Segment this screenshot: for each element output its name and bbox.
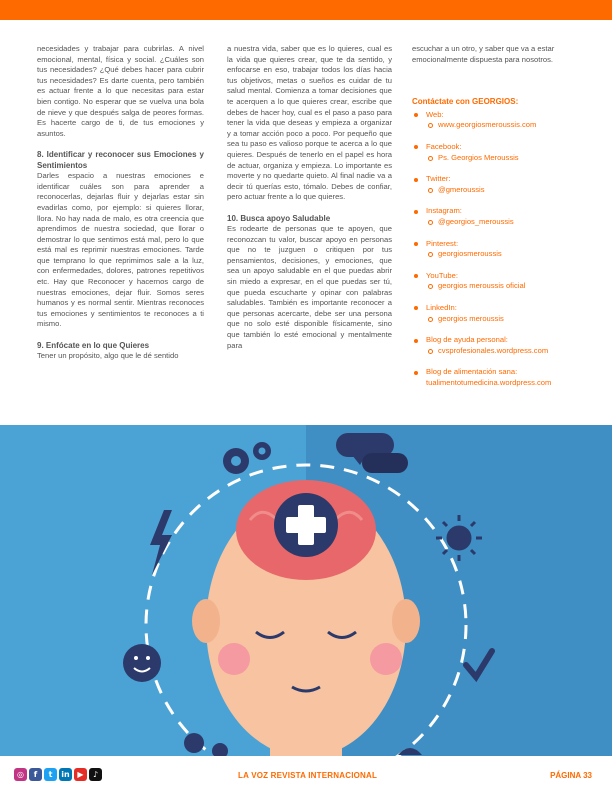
article-column-1 [37,44,204,362]
contact-label: Web: [426,109,444,119]
facebook-icon[interactable]: f [29,768,42,781]
contact-label: Twitter: [426,174,451,184]
contact-label: Instagram: [426,206,462,216]
contact-link[interactable]: @georgios_meroussis [426,217,582,228]
page-number: PÁGINA 33 [550,771,592,780]
contact-item-pinterest [412,239,582,260]
contact-link[interactable]: @gmeroussis [426,185,582,196]
tiktok-icon[interactable]: ♪ [89,768,102,781]
contact-item-youtube [412,271,582,292]
speech-bubble-icon [362,453,408,473]
paragraph: Darles espacio a nuestras emociones e identificar cuáles son para aprender a reconocerlas, dejarlas fluir y dejarlas estar sin evadirlas como, por ejemplo: si quieres llorar, llora. No hay nada de malo, es otra creencia que aprendimos de nuestra sociedad, que llorar o demostrar lo que sentimos está mal, pero lo que está mal es reprimir nuestras emociones. Tarde que temprano lo que reprimimos sale a la luz, con enfermedades, dolores, patrones repetitivos etc. Hay que Reconocer y hacernos cargo de nuestras emociones, dejar fluir. Somos seres humanos y es normal sentir. Mientras reconoces tus emociones y sentimientos te reconoces a ti mismo. [37,171,204,329]
paragraph: Tener un propósito, algo que le dé sentido [37,351,179,361]
contact-label: Facebook: [426,141,462,151]
contact-item-web [412,110,582,131]
article-column-2 [227,44,392,351]
smiley-icon [123,644,161,682]
instagram-icon[interactable]: ◎ [14,768,27,781]
contact-item-twitter [412,174,582,195]
contact-link[interactable]: www.georgiosmeroussis.com [426,120,582,131]
youtube-icon[interactable]: ▶ [74,768,87,781]
paragraph: escuchar a un otro, y saber que va a estar emocionalmente dispuesta para nosotros. [412,44,555,64]
section-heading-8: 8. Identificar y reconocer sus Emociones y Sentimientos [37,149,204,170]
magazine-name: LA VOZ REVISTA INTERNACIONAL [238,771,378,780]
contact-label: LinkedIn: [426,302,457,312]
linkedin-icon[interactable]: in [59,768,72,781]
top-accent-bar [0,0,612,20]
contact-link[interactable]: tualimentotumedicina.wordpress.com [426,377,552,387]
paragraph: Es rodearte de personas que te apoyen, que reconozcan tu valor, buscar apoyo en personas que no te juzguen o critiquen por tus pensamientos, decisiones, y emociones, que sea un apoyo saludable en el que puedas abrir sin miedo a expresar, en el que puedas ser tú, que pueda escucharte y opinar con palabras saludables. También es importante reconocer a que personas acercarte, debe ser una persona que no solo esté disponible físicamente, sino que también lo esté emocional y mentalmente para [227,224,392,350]
contact-item-blog-alimentacion [412,367,582,388]
contact-label: Blog de ayuda personal: [426,335,508,345]
article-column-3 [412,44,582,399]
contact-item-linkedin [412,303,582,324]
contact-item-instagram [412,206,582,227]
twitter-icon[interactable]: t [44,768,57,781]
social-icons [14,768,102,781]
contact-label: Pinterest: [426,238,459,248]
contact-link[interactable]: georgios meroussis [426,314,582,325]
section-heading-9: 9. Enfócate en lo que Quieres [37,340,150,350]
contact-link[interactable]: georgiosmeroussis [426,249,582,260]
contact-title: Contáctate con GEORGIOS: [412,97,519,107]
contact-label: YouTube: [426,270,458,280]
contact-link[interactable]: georgios meroussis oficial [426,281,582,292]
paragraph: necesidades y trabajar para cubrirlas. A nivel emocional, mental, física y social. ¿Cuáles son tus necesidades? ¿Qué debes hacer para cubrir tus necesidades? Es darte cuenta, pero también es actuar frente a lo que necesitas para estar bien contigo. No esperar que se vuelva una bola de nieve y que después salga de peores formas. Es hacerte cargo de ti, de tus emociones y asuntos. [37,44,204,138]
mental-health-illustration [0,425,612,756]
section-heading-10: 10. Busca apoyo Saludable [227,213,331,223]
cheek [370,643,402,675]
contact-label: Blog de alimentación sana: [426,367,518,377]
contact-link[interactable]: cvsprofesionales.wordpress.com [426,346,582,357]
contact-item-facebook [412,142,582,163]
cheek [218,643,250,675]
page-footer [0,756,612,792]
contact-item-blog-ayuda [412,335,582,356]
contact-link[interactable]: Ps. Georgios Meroussis [426,153,582,164]
contact-list [412,110,582,389]
paragraph: a nuestra vida, saber que es lo quieres, cual es la vida que quieres crear, que te da sentido, y enfocarse en eso, trabajar todos los días hacia tus objetivos, metas o sueños es cuidar de tu salud mental. Comienza a tomar decisiones que te acerquen a lo que quieres crear, escribe que debes de hacer hoy, cual es el paso a paso para tener la vida que deseas y empieza a organizar y a tomar acción poco a poco. Por pequeño que sea tu paso es valioso porque te acerca a lo que quieres. Después de tenerlo en el papel es hora de actuar, organiza y empieza. Lo importante es moverte y no quedarte quieto. Al final nadie va a decir tú querías esto, tómalo. Debes de confiar, pero actuar frente a lo que quieres. [227,44,392,202]
